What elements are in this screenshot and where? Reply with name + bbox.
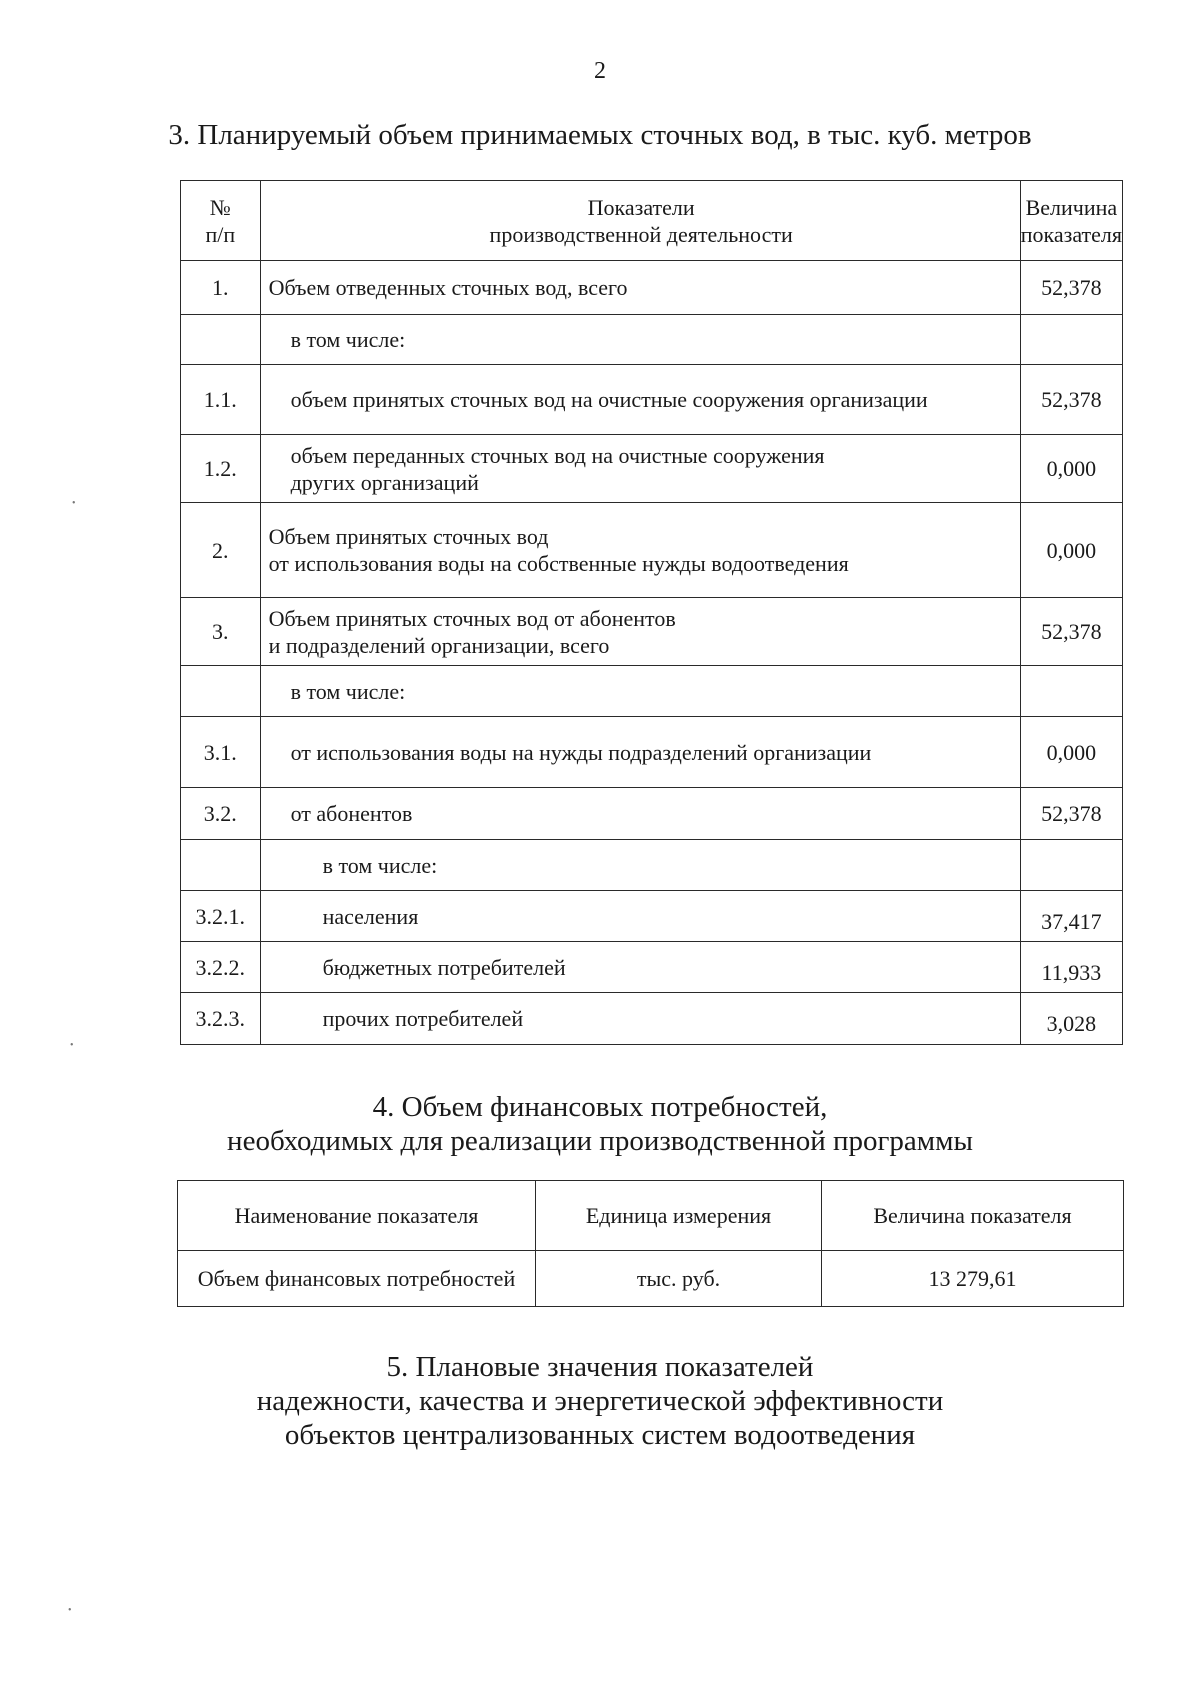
row-name: объем принятых сточных вод на очистные сооружения организации	[260, 365, 1020, 435]
row-name-line1: Объем принятых сточных вод от абонентов	[268, 605, 676, 631]
header-indicator-name: Наименование показателя	[178, 1181, 536, 1251]
table-row	[181, 365, 1123, 435]
row-name: в том числе:	[260, 666, 1020, 717]
table-row	[181, 993, 1123, 1045]
table-header-row	[181, 181, 1123, 261]
row-name-line1: Объем принятых сточных вод	[268, 524, 549, 549]
header-name-line2: производственной деятельности	[489, 221, 793, 247]
row-num: 1.2.	[181, 435, 261, 503]
row-name: объем переданных сточных вод на очистные сооружения других организаций	[260, 435, 1020, 503]
header-unit: Единица измерения	[536, 1181, 822, 1251]
row-value: 0,000	[1020, 717, 1122, 788]
table-row	[181, 891, 1123, 942]
header-value: Величина показателя	[822, 1181, 1124, 1251]
row-name-line2: и подразделений организации, всего	[268, 632, 610, 658]
row-num	[181, 666, 261, 717]
header-value: Величина показателя	[1020, 181, 1122, 261]
table-row	[178, 1251, 1124, 1307]
row-value	[1020, 840, 1122, 891]
financial-needs-table	[177, 1180, 1124, 1307]
row-num: 3.2.2.	[181, 942, 261, 993]
row-name: населения	[260, 891, 1020, 942]
table-row	[181, 788, 1123, 840]
header-name	[260, 181, 1020, 261]
row-name	[260, 503, 1020, 598]
row-unit: тыс. руб.	[536, 1251, 822, 1307]
table-header-row	[178, 1181, 1124, 1251]
header-name-line1: Показатели	[587, 194, 695, 220]
section-4-title-line1: 4. Объем финансовых потребностей,	[372, 1091, 828, 1123]
row-num: 1.	[181, 261, 261, 315]
row-value	[1020, 315, 1122, 365]
table-row	[181, 598, 1123, 666]
row-value: 0,000	[1020, 503, 1122, 598]
section-4-title-line2: необходимых для реализации производственной программы	[227, 1125, 973, 1157]
row-value: 52,378	[1020, 598, 1122, 666]
row-num: 1.1.	[181, 365, 261, 435]
row-name-line2: от использования воды на собственные нужды водоотведения	[268, 551, 849, 576]
row-name: в том числе:	[260, 840, 1020, 891]
row-name: прочих потребителей	[260, 993, 1020, 1045]
row-value: 37,417	[1020, 891, 1122, 942]
table-row	[181, 435, 1123, 503]
page-number: 2	[594, 58, 606, 84]
scan-speck: •	[72, 498, 76, 509]
table-row	[181, 261, 1123, 315]
row-num: 3.1.	[181, 717, 261, 788]
row-name: Объем финансовых потребностей	[178, 1251, 536, 1307]
header-num-line2: п/п	[205, 221, 236, 247]
row-num: 3.	[181, 598, 261, 666]
row-num: 3.2.3.	[181, 993, 261, 1045]
row-name: от абонентов	[260, 788, 1020, 840]
row-value: 52,378	[1020, 365, 1122, 435]
row-name	[260, 598, 1020, 666]
scan-speck: •	[70, 1040, 74, 1051]
table-row	[181, 503, 1123, 598]
row-value: 52,378	[1020, 261, 1122, 315]
row-num: 3.2.	[181, 788, 261, 840]
row-name: бюджетных потребителей	[260, 942, 1020, 993]
table-row	[181, 315, 1123, 365]
row-name: в том числе:	[260, 315, 1020, 365]
row-value: 0,000	[1020, 435, 1122, 503]
row-value: 13 279,61	[822, 1251, 1124, 1307]
section-5-title-line1: 5. Плановые значения показателей	[386, 1351, 814, 1383]
table-row	[181, 666, 1123, 717]
section-3-title: 3. Планируемый объем принимаемых сточных вод, в тыс. куб. метров	[168, 119, 1032, 151]
table-row	[181, 840, 1123, 891]
row-value: 3,028	[1020, 993, 1122, 1045]
row-num: 2.	[181, 503, 261, 598]
row-num: 3.2.1.	[181, 891, 261, 942]
row-num	[181, 840, 261, 891]
header-num	[181, 181, 261, 261]
row-name: от использования воды на нужды подразделений организации	[260, 717, 1020, 788]
wastewater-volume-table	[180, 180, 1123, 1045]
row-value	[1020, 666, 1122, 717]
row-name: Объем отведенных сточных вод, всего	[260, 261, 1020, 315]
scan-speck: •	[68, 1605, 72, 1616]
table-row	[181, 717, 1123, 788]
header-num-line1: №	[209, 194, 231, 220]
row-num	[181, 315, 261, 365]
table-row	[181, 942, 1123, 993]
section-5-title-line2: надежности, качества и энергетической эффективности	[256, 1385, 944, 1417]
row-value: 11,933	[1020, 942, 1122, 993]
section-5-title-line3: объектов централизованных систем водоотведения	[284, 1419, 916, 1451]
row-value: 52,378	[1020, 788, 1122, 840]
